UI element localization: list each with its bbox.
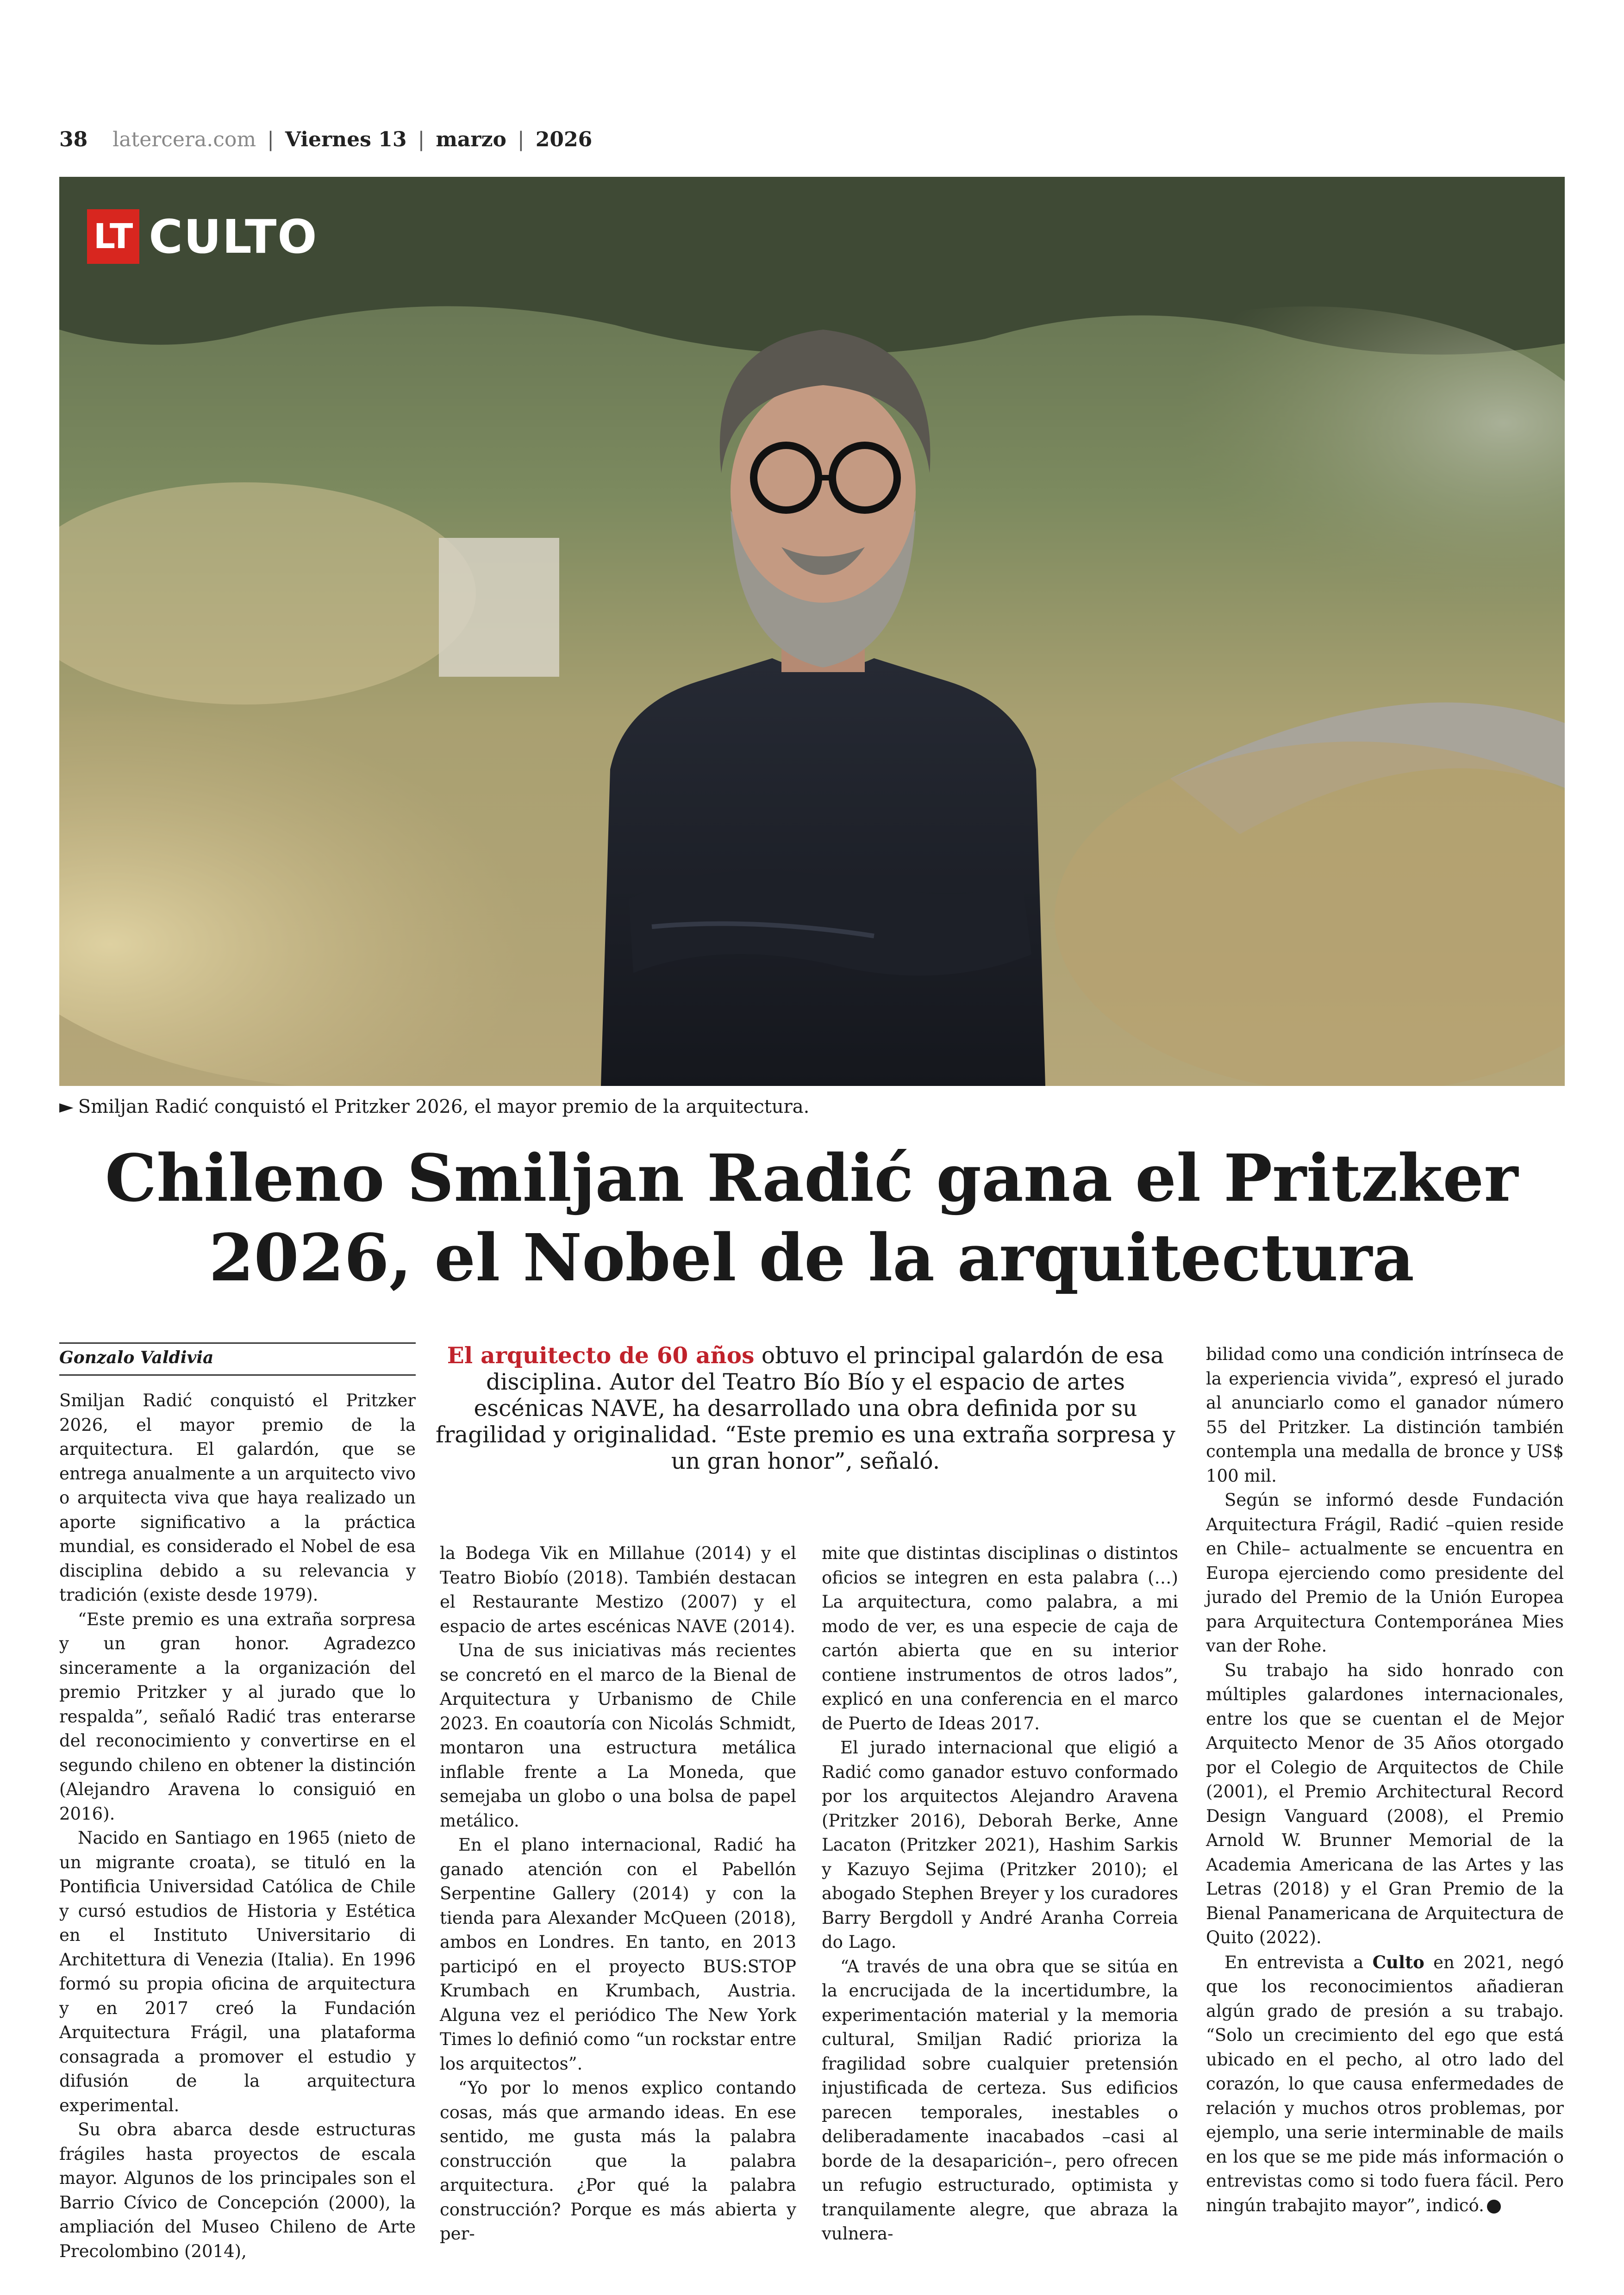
article-paragraph bbox=[1206, 1950, 1564, 2218]
p4-before: En entrevista a bbox=[1224, 1952, 1373, 1972]
article-paragraph: El jurado internacional que eligió a Radić como ganador estuvo conformado por los arquitectos Alejandro Aravena (Pritzker 2016), Deborah Berke, Anne Lacaton (Pritzker 2021), Hashim Sarkis y Kazuyo Sejima (Pritzker 2010); el abogado Stephen Breyer y los curadores Barry Bergdoll y André Aranha Correia do Lago. bbox=[822, 1738, 1178, 1952]
article-paragraph: “Este premio es una extraña sorpresa y un gran honor. Agradezco sinceramente a la organización del premio Pritzker y al jurado que lo respalda”, señaló Radić tras enterarse del reconocimiento y convertirse en el segundo chileno en obtener la distinción (Alejandro Aravena lo consiguió en 2016). bbox=[59, 1609, 416, 1824]
caption-text: Smiljan Radić conquistó el Pritzker 2026, el mayor premio de la arquitectura. bbox=[78, 1096, 810, 1117]
article-paragraph: bilidad como una condición intrínseca de la experiencia vivida”, expresó el jurado al anunciarlo como el ganador número 55 del Pritzker. La distinción también contempla una medalla de bronce y US$ 100 mil. bbox=[1206, 1344, 1564, 1486]
article-paragraph: “A través de una obra que se sitúa en la encrucijada de la incertidumbre, la experimentación material y la memoria cultural, Smiljan Radić prioriza la fragilidad sobre cualquier pretensión injustificada de certeza. Sus edificios parecen temporales, inestables o deliberadamente inacabados –casi al borde de la desaparición–, pero ofrecen un refugio estructurado, optimista y tranquilamente alegre, que abraza la vulnera- bbox=[822, 1956, 1178, 2244]
page-number: 38 bbox=[59, 128, 88, 151]
caption-marker-icon: ► bbox=[59, 1096, 74, 1117]
page-header bbox=[59, 121, 1564, 158]
byline: Gonzalo Valdivia bbox=[59, 1342, 416, 1376]
photo-caption bbox=[59, 1091, 1564, 1123]
article-paragraph: Su obra abarca desde estructuras frágiles hasta proyectos de escala mayor. Algunos de los principales son el Barrio Cívico de Concepción (2000), la ampliación del Museo Chileno de Arte Precolombino (2014), bbox=[59, 2120, 416, 2261]
article-paragraph: Su trabajo ha sido honrado con múltiples galardones internacionales, entre los que se cuentan el de Mejor Arquitecto Menor de 35 Años otorgado por el Colegio de Arquitectos de Chile (2001), el Premio Architectural Record Design Vanguard (2008), el Premio Arnold W. Brunner Memorial de la Academia Americana de las Artes y las Letras (2018) y el Gran Premio de la Bienal Panamericana de Arquitectura de Quito (2022). bbox=[1206, 1660, 1564, 1947]
article-column-1 bbox=[59, 1389, 416, 2261]
section-name: CULTO bbox=[149, 209, 318, 264]
p4-after: en 2021, negó que los reconocimientos añadieran algún grado de presión a su trabajo. “Solo un crecimiento del ego que está ubicado en el pecho, al otro lado del corazón, lo que causa enfermedades de relación y muchos otros problemas, por ejemplo, una serie interminable de mails en los que se me pide más información o entrevistas como si todo fuera fácil. Pero ningún trabajito mayor”, indicó. bbox=[1206, 1952, 1564, 2215]
article-paragraph: mite que distintas disciplinas o distintos oficios se integren en esta palabra (…) La arquitectura, como palabra, a mi modo de ver, es una especie de caja de cartón abierta que en su interior contiene instrumentos de otros lados”, explicó en una conferencia en el marco de Puerto de Ideas 2017. bbox=[822, 1543, 1178, 1734]
article-column-3 bbox=[822, 1541, 1178, 2244]
article-paragraph: la Bodega Vik en Millahue (2014) y el Teatro Biobío (2018). También destacan el Restaurante Mestizo (2007) y el espacio de artes escénicas NAVE (2014). bbox=[440, 1543, 796, 1636]
lt-logo: LT bbox=[87, 209, 139, 264]
article-paragraph: “Yo por lo menos explico contando cosas, más que armando ideas. En ese sentido, me gusta más la palabra construcción que la palabra arquitectura. ¿Por qué la palabra construcción? Porque es más abierta y per- bbox=[440, 2078, 796, 2244]
hero-photo-illustration bbox=[59, 177, 1565, 1086]
lead-highlight: El arquitecto de 60 años bbox=[447, 1342, 755, 1369]
lead-text: obtuvo el principal galardón de esa disciplina. Autor del Teatro Bío Bío y el espacio de artes escénicas NAVE, ha desarrollado una obra definida por su fragilidad y originalidad. “Este premio es una extraña sorpresa y un gran honor”, señaló. bbox=[436, 1343, 1175, 1474]
header-separator: | bbox=[517, 128, 525, 151]
article-paragraph: Smiljan Radić conquistó el Pritzker 2026, el mayor premio de la arquitectura. El galardón, que se entrega anualmente a un arquitecto vivo o arquitecta viva que haya realizado un aporte significativo a la práctica mundial, es considerado el Nobel de esa disciplina debido a su relevancia y tradición (existe desde 1979). bbox=[59, 1391, 416, 1605]
section-brand bbox=[87, 209, 318, 264]
article-column-4 bbox=[1206, 1342, 1564, 2215]
article-column-2 bbox=[440, 1541, 796, 2244]
end-of-article-icon bbox=[1487, 2200, 1501, 2214]
headline bbox=[59, 1139, 1564, 1305]
article-paragraph: En el plano internacional, Radić ha ganado atención con el Pabellón Serpentine Gallery (2014) y con la tienda para Alexander McQueen (2018), ambos en Londres. En tanto, en 2013 participó en el proyecto BUS:STOP Krumbach en Krumbach, Austria. Alguna vez el periódico The New York Times lo definió como “un rockstar entre los arquitectos”. bbox=[440, 1835, 796, 2074]
article-paragraph: Nacido en Santiago en 1965 (nieto de un migrante croata), se tituló en la Pontificia Universidad Católica de Chile y cursó estudios de Historia y Estética en el Instituto Universitario di Architettura di Venezia (Italia). En 1996 formó su propia oficina de arquitectura y en 2017 creó la Fundación Arquitectura Frágil, una plataforma consagrada a promover el estudio y difusión de la arquitectura experimental. bbox=[59, 1828, 416, 2115]
header-month: marzo bbox=[436, 128, 506, 151]
header-year: 2026 bbox=[535, 128, 593, 151]
article-paragraph: Según se informó desde Fundación Arquitectura Frágil, Radić –quien reside en Chile– actualmente se encuentra en Europa ejerciendo como presidente del jurado del Premio de la Unión Europea para Arquitectura Contemporánea Mies van der Rohe. bbox=[1206, 1490, 1564, 1656]
headline-line-2: 2026, el Nobel de la arquitectura bbox=[209, 1220, 1414, 1296]
hero-photo bbox=[59, 177, 1565, 1086]
article-paragraph: Una de sus iniciativas más recientes se concretó en el marco de la Bienal de Arquitectura y Urbanismo de Chile 2023. En coautoría con Nicolás Schmidt, montaron una estructura metálica inflable frente a La Moneda, que semejaba un globo o una bolsa de papel metálico. bbox=[440, 1640, 796, 1831]
headline-line-1: Chileno Smiljan Radić gana el Pritzker bbox=[105, 1141, 1518, 1216]
site-name[interactable]: latercera.com bbox=[112, 128, 256, 151]
culto-mention: Culto bbox=[1372, 1952, 1424, 1972]
header-day: Viernes 13 bbox=[285, 128, 407, 151]
lead-paragraph bbox=[435, 1342, 1176, 1509]
header-separator: | bbox=[267, 128, 274, 151]
header-separator: | bbox=[418, 128, 425, 151]
